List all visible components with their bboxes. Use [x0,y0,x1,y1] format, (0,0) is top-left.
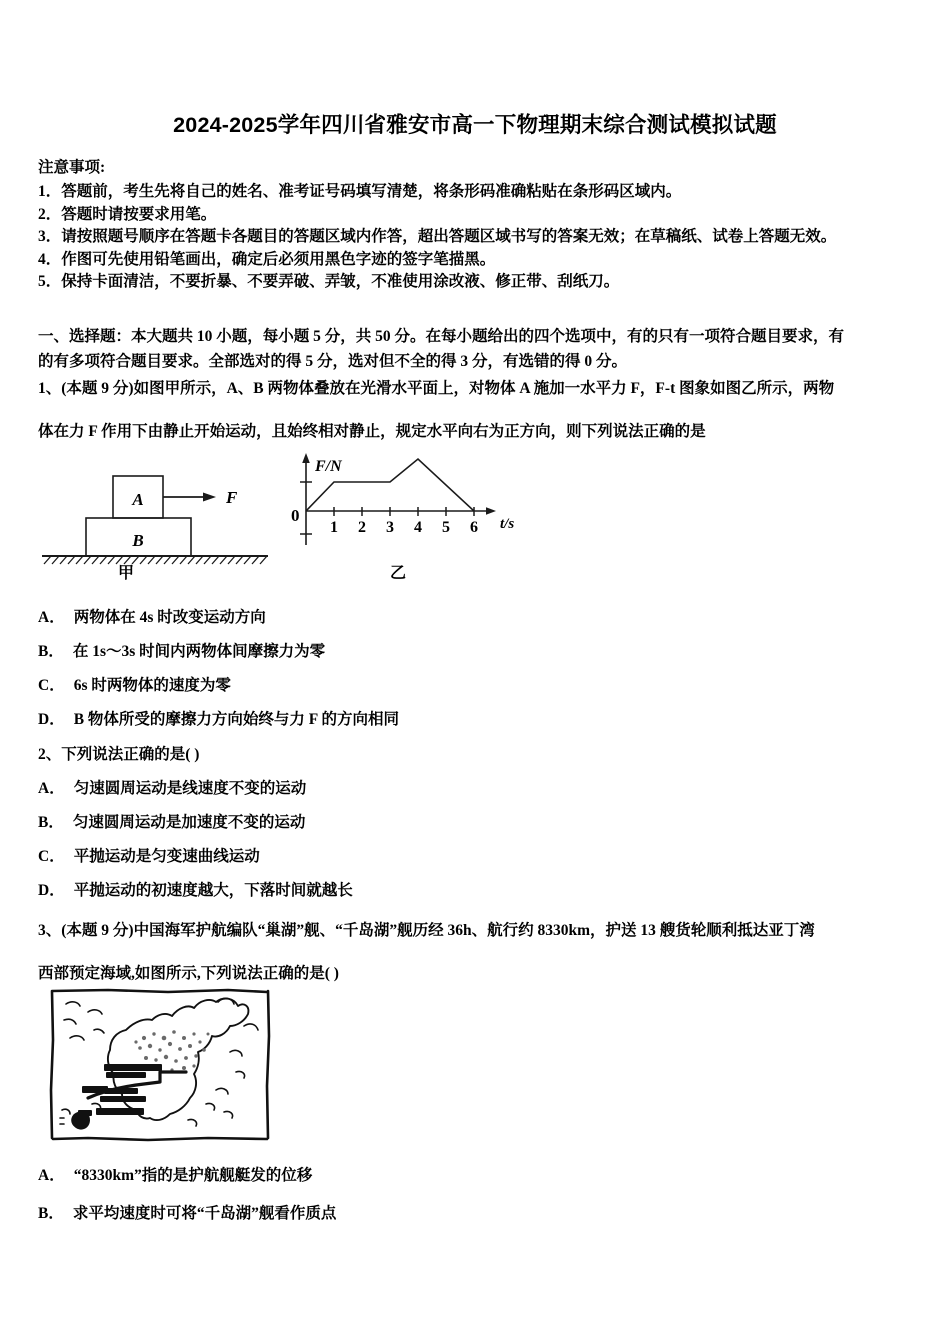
question-3-score-tag: (本题 9 分) [61,922,134,939]
question-2-option-a[interactable] [38,779,306,799]
x-tick-label: 6 [470,519,478,536]
figure-yi-caption: 乙 [390,565,407,582]
notice-item: 4．作图可先使用铅笔画出，确定后必须用黑色字迹的签字笔描黑。 [38,250,496,268]
question-3-stem-line1: 中国海军护航编队“巢湖”舰、“千岛湖”舰历经 36h、航行约 8330km，护送 13 艘货轮顺利抵达亚丁湾 [133,922,815,939]
force-arrow-head [203,493,216,502]
notice-item: 3．请按照题号顺序在答题卡各题目的答题区域内作答，超出答题区域书写的答案无效；在草稿纸、试卷上答题无效。 [38,228,837,245]
force-label: F [226,488,238,507]
x-tick-label: 3 [386,519,394,536]
option-label: D． [38,882,65,899]
question-2-stem [38,745,199,765]
option-text: 匀速圆周运动是线速度不变的运动 [73,780,307,797]
notice-item: 5．保持卡面清洁，不要折暴、不要弄破、弄皱，不准使用涂改液、修正带、刮纸刀。 [38,273,620,290]
block-a-label: A [132,490,144,509]
question-1-figures [0,440,950,590]
question-1-option-b[interactable] [38,642,325,662]
x-tick-labels [330,519,478,536]
notice-item: 2．答题时请按要求用笔。 [38,205,217,223]
question-3-stem-line2: 西部预定海域,如图所示,下列说法正确的是( ) [38,965,339,982]
question-1-stem [38,376,922,444]
question-2-option-d[interactable] [38,881,353,901]
origin-label: 0 [291,506,300,525]
x-axis-label: t/s [500,516,515,532]
option-label: A． [38,609,65,626]
ft-graph-figure [278,445,548,555]
question-1-option-a[interactable] [38,608,266,628]
option-text: 两物体在 4s 时改变运动方向 [73,609,266,626]
page-title: 2024-2025学年四川省雅安市高一下物理期末综合测试模拟试题 [173,113,777,137]
question-1-stem-line1: 如图甲所示，A、B 两物体叠放在光滑水平面上，对物体 A 施加一水平力 F，F-t 图象如图乙所示，两物 [133,380,835,397]
question-1-number: 1、 [38,380,62,397]
y-axis-label: F/N [315,458,342,475]
option-label: B． [38,1205,64,1222]
x-tick-label: 5 [442,519,450,536]
option-label: A． [38,780,65,797]
option-text: B 物体所受的摩擦力方向始终与力 F 的方向相同 [73,711,400,728]
notice-section [38,158,922,294]
option-label: D． [38,711,65,728]
section-heading [38,324,922,374]
x-tick-label: 2 [358,519,366,536]
ground-hatching [44,556,267,564]
y-axis-arrow [302,453,310,463]
option-label: B． [38,814,64,831]
section-heading-line1: 一、选择题：本大题共 10 小题，每小题 5 分，共 50 分。在每小题给出的四个选项中，有的只有一项符合题目要求，有 [38,328,845,345]
option-text: 6s 时两物体的速度为零 [73,677,231,694]
option-text: 平抛运动是匀变速曲线运动 [73,848,260,865]
question-3-stem [38,918,922,986]
question-1-option-d[interactable] [38,710,399,730]
option-text: “8330km”指的是护航舰艇发的位移 [73,1167,313,1184]
question-1-stem-line2: 体在力 F 作用下由静止开始运动，且始终相对静止，规定水平向右为正方向，则下列说法正确的是 [38,423,706,440]
option-text: 平抛运动的初速度越大，下落时间就越长 [73,882,353,899]
option-label: A． [38,1167,65,1184]
question-3-option-b[interactable] [38,1204,336,1224]
question-2-option-b[interactable] [38,813,305,833]
question-3-option-a[interactable] [38,1166,312,1186]
notice-item: 1．答题前，考生先将自己的姓名、准考证号码填写清楚，将条形码准确粘贴在条形码区域内。 [38,183,682,200]
x-tick-label: 4 [414,519,422,536]
question-1-option-c[interactable] [38,676,231,696]
x-tick-label: 1 [330,519,338,536]
notice-heading: 注意事项: [38,159,106,176]
question-2-number: 2、 [38,746,62,763]
option-label: C． [38,848,65,865]
question-3-number: 3、 [38,922,62,939]
question-2-option-c[interactable] [38,847,260,867]
question-2-stem-line1: 下列说法正确的是( ) [61,746,200,763]
option-text: 在 1s～3s 时间内两物体间摩擦力为零 [72,643,326,660]
option-label: B． [38,643,64,660]
china-map-figure [48,986,272,1144]
question-1-score-tag: (本题 9 分) [61,380,134,397]
figure-jia-caption: 甲 [118,565,135,582]
block-diagram-figure [40,458,270,573]
china-map-svg [48,986,272,1144]
x-axis-arrow [486,507,496,515]
block-b-label: B [132,531,144,550]
option-text: 匀速圆周运动是加速度不变的运动 [72,814,306,831]
option-text: 求平均速度时可将“千岛湖”舰看作质点 [72,1205,337,1222]
section-heading-line2: 的有多项符合题目要求。全部选对的得 5 分，选对但不全的得 3 分，有选错的得 0 分。 [38,353,628,370]
option-label: C． [38,677,65,694]
